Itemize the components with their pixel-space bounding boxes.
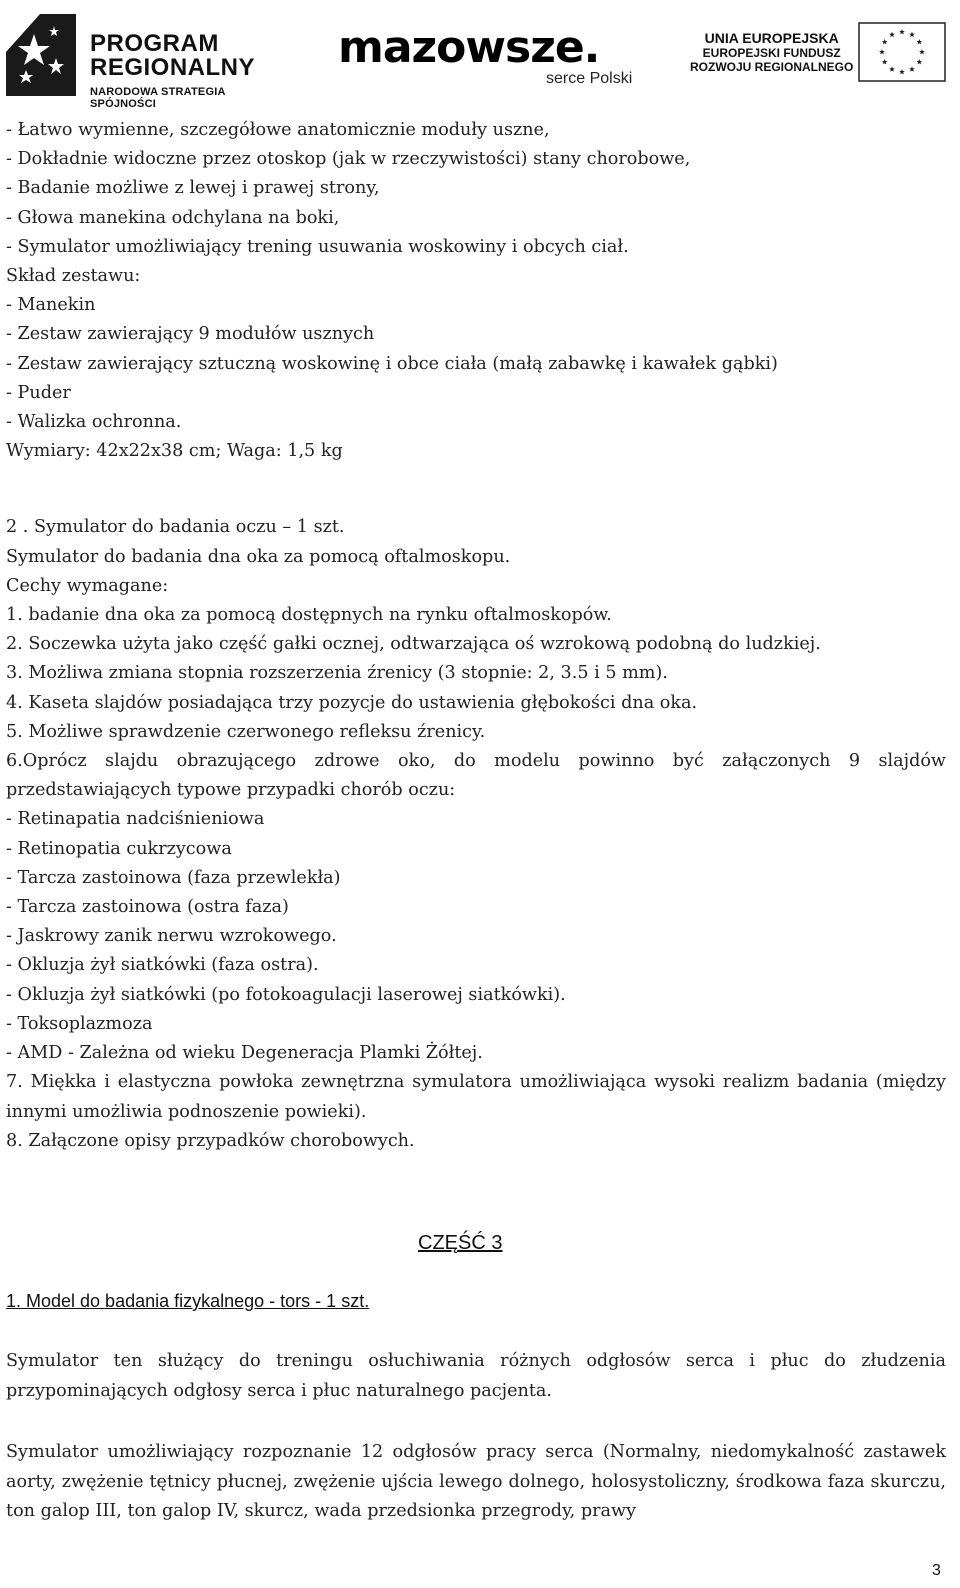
disease-item: - AMD - Zależna od wieku Degeneracja Plamki Żółtej. [6, 1043, 483, 1064]
paragraph-odglosy-serca: Symulator umożliwiający rozpoznanie 12 odgłosów pracy serca (Normalny, niedomykalność zastawek aorty, zwężenie tętnicy płucnej, zwężenie ujścia lewego dolnego, holosystoliczny, środkowa faza skurczu, ton galop III, ton galop IV, skurcz, wada przedsionka przegrody, prawy [6, 1442, 946, 1521]
disease-item: - Okluzja żył siatkówki (faza ostra). [6, 955, 319, 976]
eu-fund-label [690, 30, 853, 74]
program-regionalny-logo [4, 12, 294, 110]
eu-label-line2: EUROPEJSKI FUNDUSZ [702, 46, 841, 60]
text-line: - Symulator umożliwiający trening usuwania woskowiny i obcych ciał. [6, 236, 629, 257]
eu-label-line3: ROZWOJU REGIONALNEGO [690, 60, 854, 74]
eu-flag-icon [858, 22, 946, 82]
text-line: - Puder [6, 382, 71, 403]
model-heading: 1. Model do badania fizykalnego - tors - 1 szt. [6, 1291, 370, 1311]
top-list [6, 116, 946, 466]
document-body [6, 116, 946, 1156]
disease-item: - Okluzja żył siatkówki (po fotokoagulacji laserowej siatkówki). [6, 984, 566, 1005]
text-line: 3. Możliwa zmiana stopnia rozszerzenia źrenicy (3 stopnie: 2, 3.5 i 5 mm). [6, 663, 668, 684]
text-line: 2. Soczewka użyta jako część gałki ocznej, odtwarzająca oś wzrokową podobną do ludzkiej. [6, 634, 821, 655]
text-line: Cechy wymagane: [6, 575, 169, 596]
section-2-heading: 2 . Symulator do badania oczu – 1 szt. [6, 517, 345, 538]
eu-label-line1: UNIA EUROPEJSKA [704, 30, 839, 46]
item-8-line: 8. Załączone opisy przypadków chorobowych. [6, 1130, 415, 1151]
text-line: - Manekin [6, 295, 96, 316]
text-line: - Dokładnie widoczne przez otoskop (jak w rzeczywistości) stany chorobowe, [6, 149, 691, 170]
text-line: - Zestaw zawierający 9 modułów usznych [6, 324, 375, 345]
text-line: - Zestaw zawierający sztuczną woskowinę i obce ciała (małą zabawkę i kawałek gąbki) [6, 353, 778, 374]
program-subtitle: NARODOWA STRATEGIA SPÓJNOŚCI [90, 86, 226, 110]
text-line: Wymiary: 42x22x38 cm; Waga: 1,5 kg [6, 441, 343, 462]
item-7-paragraph: 7. Miękka i elastyczna powłoka zewnętrzna symulatora umożliwiająca wysoki realizm badania (między innymi umożliwia podnoszenie powieki). [6, 1072, 946, 1122]
section-2 [6, 513, 946, 1155]
text-line: 4. Kaseta slajdów posiadająca trzy pozycje do ustawienia głębokości dna oka. [6, 692, 698, 713]
star-emblem-icon [4, 12, 78, 98]
disease-item: - Tarcza zastoinowa (faza przewlekła) [6, 867, 341, 888]
page-number: 3 [932, 1562, 941, 1579]
disease-item: - Toksoplazmoza [6, 1013, 153, 1034]
text-line: Symulator do badania dna oka za pomocą oftalmoskopu. [6, 546, 511, 567]
program-title-line2: REGIONALNY [90, 54, 256, 81]
program-title-line1: PROGRAM [90, 30, 219, 57]
mazowsze-logo [338, 22, 648, 98]
disease-item: - Retinapatia nadciśnieniowa [6, 809, 265, 830]
text-line: - Łatwo wymienne, szczegółowe anatomicznie moduły uszne, [6, 120, 550, 140]
mazowsze-wordmark: mazowsze. [338, 22, 600, 73]
text-line: - Walizka ochronna. [6, 412, 182, 433]
item-6-paragraph: 6.Oprócz slajdu obrazującego zdrowe oko, do modelu powinno być załączonych 9 slajdów przedstawiających typowe przypadki chorób oczu: [6, 751, 946, 801]
text-line: Skład zestawu: [6, 266, 141, 287]
text-line: 5. Możliwe sprawdzenie czerwonego refleksu źrenicy. [6, 721, 486, 742]
disease-item: - Tarcza zastoinowa (ostra faza) [6, 897, 289, 918]
disease-item: - Retinopatia cukrzycowa [6, 838, 232, 859]
disease-item: - Jaskrowy zanik nerwu wzrokowego. [6, 926, 337, 947]
page-header [0, 0, 960, 110]
mazowsze-tagline: serce Polski [546, 70, 633, 87]
text-line: - Głowa manekina odchylana na boki, [6, 207, 340, 228]
text-line: 1. badanie dna oka za pomocą dostępnych na rynku oftalmoskopów. [6, 605, 612, 626]
paragraph-symulator-osluchiwania: Symulator ten służący do treningu osłuchiwania różnych odgłosów serca i płuc do złudzenia przypominających odgłosy serca i płuc naturalnego pacjenta. [6, 1351, 946, 1401]
part-3-heading: CZĘŚĆ 3 [418, 1232, 503, 1254]
text-line: - Badanie możliwe z lewej i prawej strony, [6, 178, 380, 199]
